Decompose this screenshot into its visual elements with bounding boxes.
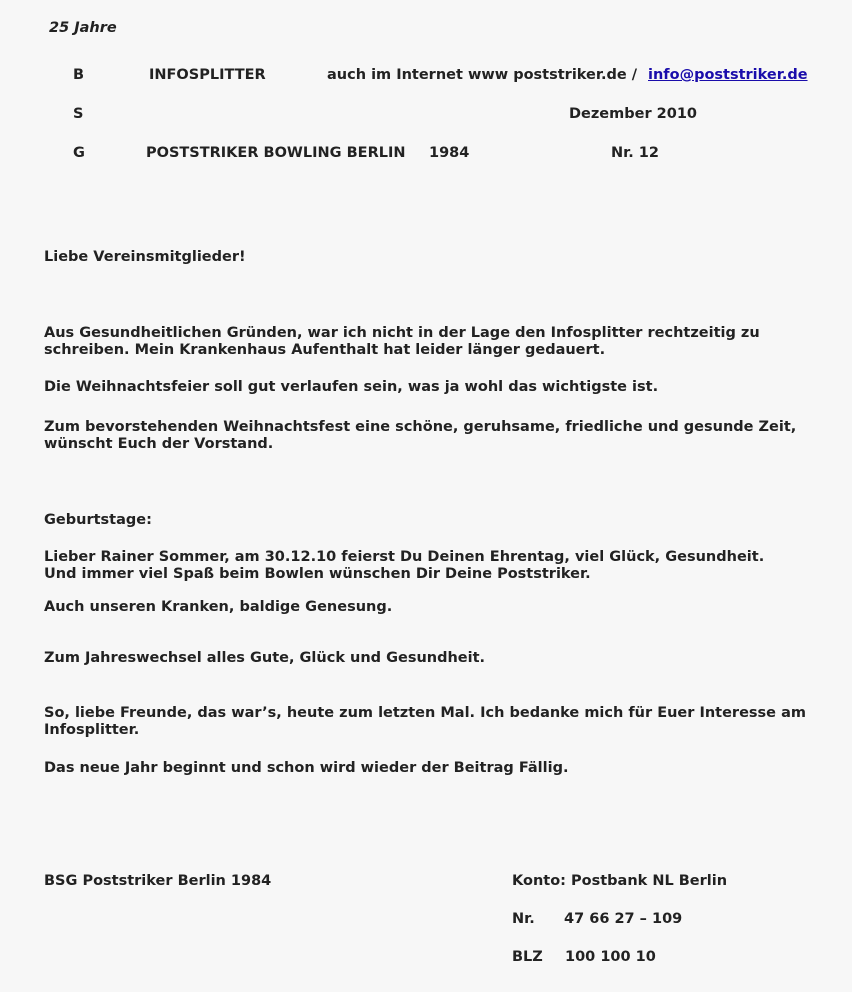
- account-number: 47 66 27 – 109: [564, 911, 683, 927]
- paragraph-new-year: Zum Jahreswechsel alles Gute, Glück und Gesundheit.: [44, 650, 486, 666]
- paragraph-line: Zum bevorstehenden Weihnachtsfest eine schöne, geruhsame, friedliche und gesunde Zeit,: [44, 419, 797, 435]
- email-link[interactable]: info@poststriker.de: [648, 67, 808, 83]
- newsletter-title: INFOSPLITTER: [149, 67, 266, 83]
- bank-code-label: BLZ: [512, 949, 543, 965]
- paragraph-get-well: Auch unseren Kranken, baldige Genesung.: [44, 599, 393, 615]
- paragraph-line: schreiben. Mein Krankenhaus Aufenthalt hat leider länger gedauert.: [44, 342, 606, 358]
- issue-date: Dezember 2010: [569, 106, 698, 122]
- paragraph-line: Lieber Rainer Sommer, am 30.12.10 feierst Du Deinen Ehrentag, viel Glück, Gesundheit.: [44, 549, 765, 565]
- birthdays-heading: Geburtstage:: [44, 512, 152, 528]
- paragraph-line: Infosplitter.: [44, 722, 140, 738]
- paragraph-health: [44, 325, 814, 359]
- paragraph-christmas-party: Die Weihnachtsfeier soll gut verlaufen sein, was ja wohl das wichtigste ist.: [44, 379, 659, 395]
- bank-code: 100 100 10: [565, 949, 656, 965]
- paragraph-birthday: [44, 549, 814, 583]
- header-letter-b: B: [73, 67, 85, 83]
- paragraph-line: Aus Gesundheitlichen Gründen, war ich nicht in der Lage den Infosplitter rechtzeitig zu: [44, 325, 760, 341]
- organization-name: BSG Poststriker Berlin 1984: [44, 873, 272, 889]
- account-number-label: Nr.: [512, 911, 535, 927]
- paragraph-dues: Das neue Jahr beginnt und schon wird wieder der Beitrag Fällig.: [44, 760, 569, 776]
- paragraph-farewell: [44, 705, 814, 739]
- header-letter-s: S: [73, 106, 84, 122]
- bank-account: Konto: Postbank NL Berlin: [512, 873, 728, 889]
- header-letter-g: G: [73, 145, 85, 161]
- paragraph-holiday-wishes: [44, 419, 814, 453]
- anniversary-label: 25 Jahre: [49, 20, 117, 36]
- website-text: auch im Internet www poststriker.de /: [327, 67, 638, 83]
- paragraph-line: wünscht Euch der Vorstand.: [44, 436, 274, 452]
- founding-year: 1984: [429, 145, 470, 161]
- issue-number: Nr. 12: [611, 145, 659, 161]
- greeting: Liebe Vereinsmitglieder!: [44, 249, 246, 265]
- paragraph-line: So, liebe Freunde, das war’s, heute zum letzten Mal. Ich bedanke mich für Euer Interesse am: [44, 705, 806, 721]
- paragraph-line: Und immer viel Spaß beim Bowlen wünschen Dir Deine Poststriker.: [44, 566, 591, 582]
- club-name: POSTSTRIKER BOWLING BERLIN: [146, 145, 406, 161]
